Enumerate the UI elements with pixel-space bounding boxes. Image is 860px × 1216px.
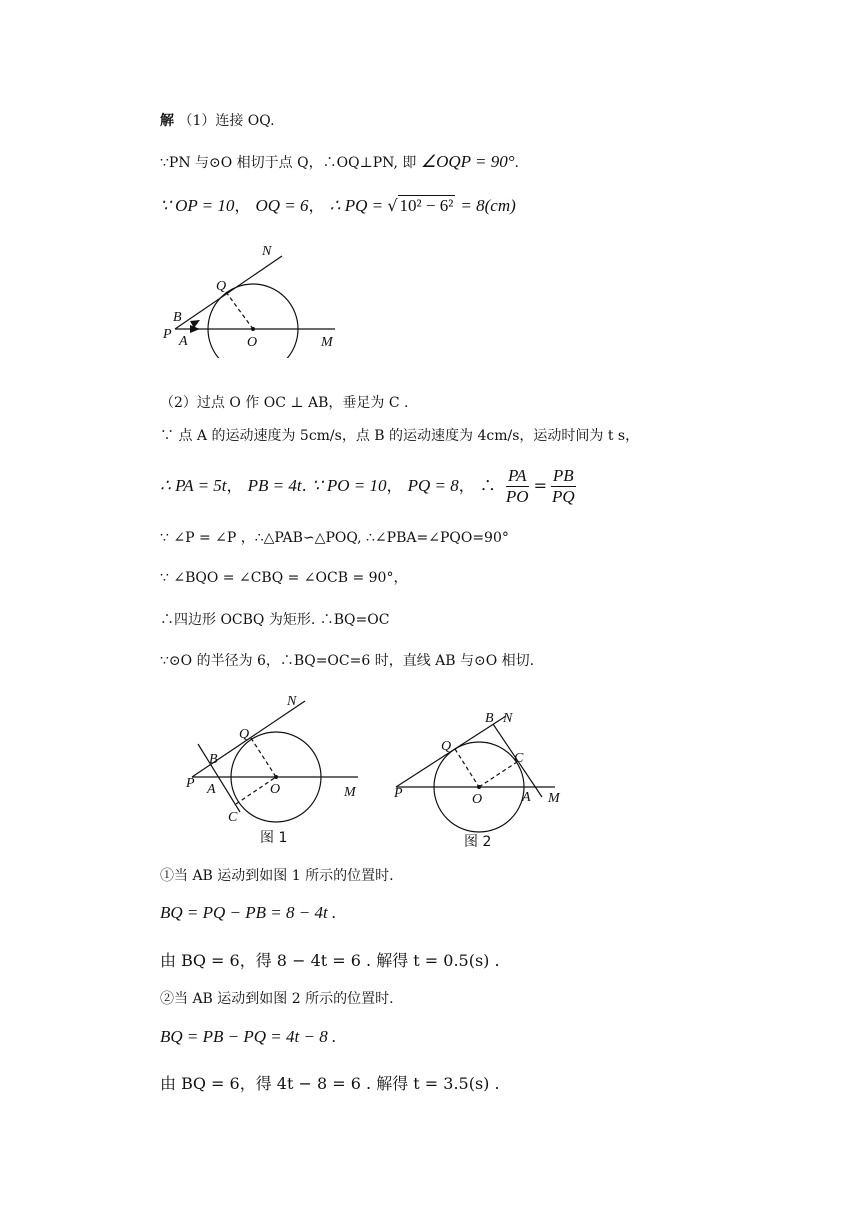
figure-2 [390, 700, 570, 855]
label-p: P [163, 327, 172, 342]
ratio-num2: PB [552, 466, 574, 485]
segment-oq-fig1 [251, 738, 276, 777]
fraction-pa-po [504, 466, 531, 507]
label-b-fig2: B [485, 711, 494, 726]
case1-equation: BQ = PQ − PB = 8 − 4t . [160, 903, 337, 922]
po-expr: ∵ PO = 10 [311, 476, 387, 495]
pq-root: 10² − 6² [399, 196, 454, 215]
ratio-den1: PO [505, 487, 529, 506]
segment-oq-fig2 [455, 749, 479, 787]
tangent-text: ∵PN 与⊙O 相切于点 Q，∴OQ⊥PN, 即 [160, 155, 417, 171]
case2-solve: 由 BQ = 6，得 4t − 8 = 6 . 解得 t = 3.5(s) . [160, 1074, 500, 1093]
line-pn [175, 256, 282, 329]
part2-radius: ∵⊙O 的半径为 6，∴BQ=OC=6 时，直线 AB 与⊙O 相切. [160, 653, 535, 669]
line-ab-fig1 [198, 744, 240, 812]
part2-speeds: ∵ 点 A 的运动速度为 5cm/s，点 B 的运动速度为 4cm/s，运动时间为 t s， [160, 428, 640, 444]
step-1-text: （1）连接 OQ. [178, 113, 275, 129]
part2-construct: （2）过点 O 作 OC ⊥ AB，垂足为 C . [160, 395, 409, 411]
label-a-fig2: A [522, 790, 531, 805]
caption-fig2: 图 2 [464, 834, 492, 850]
pb-expr: PB = 4t [247, 476, 302, 495]
case2-eq [160, 1027, 336, 1047]
label-a: A [179, 334, 188, 349]
label-c-fig2: C [514, 751, 524, 766]
label-m: M [321, 335, 333, 350]
label-q-fig1: Q [239, 727, 250, 742]
part2-ratios: ∴ PA = 5t， PB = 4t. ∵ PO = 10， PQ = 8， ∴ $\frac{PA}{PO}$ = $\frac{PB}{PQ}$ [160, 466, 575, 506]
pa-expr: ∴ PA = 5t [160, 476, 227, 495]
pq-expr: PQ = 8 [407, 476, 459, 495]
case2-intro: ②当 AB 运动到如图 2 所示的位置时. [160, 991, 394, 1007]
pq-rhs: = 8(cm) [460, 196, 516, 215]
solution-heading: 解 [160, 113, 174, 129]
fraction-pb-pq [550, 466, 577, 507]
label-q-fig2: Q [441, 739, 452, 754]
case1-solve: 由 BQ = 6，得 8 − 4t = 6 . 解得 t = 0.5(s) . [160, 951, 500, 970]
case1-eq [160, 903, 336, 923]
given-op: ∵ OP = 10 [160, 196, 235, 215]
part2-angles: ∵ ∠BQO = ∠CBQ = ∠OCB = 90°， [160, 570, 408, 586]
label-n: N [262, 244, 272, 259]
caption-fig1: 图 1 [260, 830, 288, 846]
point-o-fig1 [274, 775, 278, 779]
part2-rect: ∴四边形 OCBQ 为矩形. ∴BQ=OC [160, 612, 390, 628]
segment-oc-fig2 [479, 762, 517, 787]
label-b-fig1: B [209, 752, 218, 767]
label-m-fig1: M [344, 785, 356, 800]
segment-oq [226, 292, 253, 329]
label-m-fig2: M [548, 791, 560, 806]
case2-equation: BQ = PB − PQ = 4t − 8 . [160, 1027, 337, 1046]
label-n-fig1: N [287, 694, 297, 709]
ratio-lead: ∴ [479, 476, 496, 495]
label-o: O [247, 335, 258, 350]
ratio-den2: PQ [551, 487, 575, 506]
pq-lhs: ∴ PQ = [329, 196, 388, 215]
label-c-fig1: C [228, 810, 238, 825]
solution-step-1 [160, 111, 275, 131]
part2-similar: ∵ ∠P = ∠P ，∴△PAB∽△POQ, ∴∠PBA=∠PQO=90° [160, 530, 509, 546]
label-a-fig1: A [207, 782, 216, 797]
figure-1 [180, 688, 370, 848]
label-o-fig1: O [270, 782, 281, 797]
label-o-fig2: O [472, 792, 483, 807]
given-oq: OQ = 6 [255, 196, 309, 215]
label-b: B [173, 310, 182, 325]
pq-computation: ∵ OP = 10， OQ = 6， ∴ PQ = √ 10² − 6² = 8(cm) [160, 196, 516, 215]
point-o-fig2 [477, 785, 481, 789]
label-p-fig2: P [394, 786, 403, 801]
label-q: Q [216, 279, 227, 294]
ratio-num1: PA [507, 466, 527, 485]
angle-oqp: ∠OQP = 90° [420, 152, 515, 171]
figure-main [160, 238, 350, 358]
point-o [251, 327, 255, 331]
label-n-fig2: N [503, 711, 513, 726]
case1-intro: ①当 AB 运动到如图 1 所示的位置时. [160, 868, 394, 884]
tangent-line: ∵PN 与⊙O 相切于点 Q，∴OQ⊥PN, 即 ∠OQP = 90°. [160, 152, 519, 171]
label-p-fig1: P [186, 776, 195, 791]
